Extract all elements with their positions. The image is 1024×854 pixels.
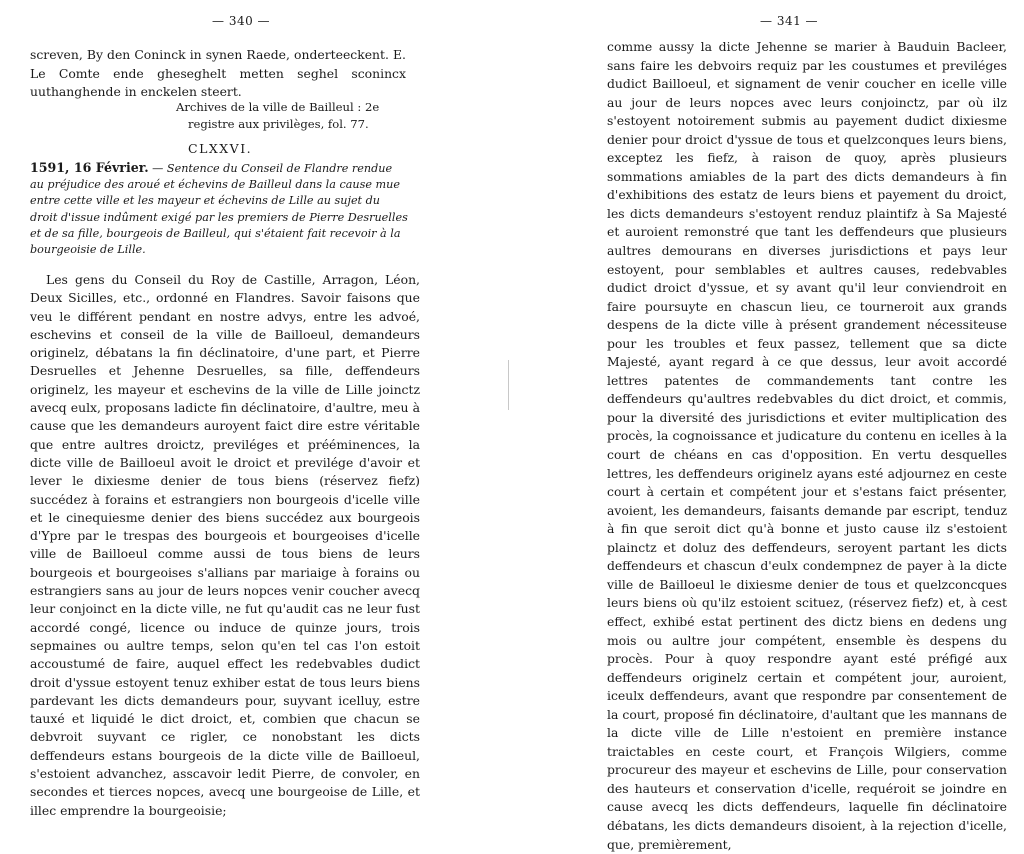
page-number-left: — 340 — xyxy=(212,14,271,28)
summary-text: — Sentence du Conseil de Flandre rendue au préjudice des aroué et échevins de Bailleul dans la cause mue entre cette ville et les mayeur et échevins de Lille au sujet du droit d'issue indûment exigé par les premiers de Pierre Desruelles et de sa fille, bourgeois de Bailleul, qui s'étaient fait recevoir à la bourgeoisie de Lille. xyxy=(30,162,408,257)
page-number-right: — 341 — xyxy=(760,14,819,28)
archive-line-1: Archives de la ville de Bailleul : 2e xyxy=(176,100,380,114)
document-number: CLXXVI. xyxy=(188,141,253,156)
body-paragraph: comme aussy la dicte Jehenne se marier à Bauduin Bacleer, sans faire les debvoirs requiz par les coustumes et previléges dudict Bailloeul, et signament de venir coucher en icelle ville au jour de leurs nopces avec leurs conjoinctz, par où ilz s'estoyent notoirement submis au payement dudict dixiesme denier pour droict d'yssue de tous et quelzconques leurs biens, exceptez les fiefz, à raison de quoy, après plusieurs sommations amiables de la part des dicts demandeurs à fin d'exhibitions des estatz de leurs biens et payement du droict, les dicts demandeurs s'estoyent renduz plaintifz à Sa Majesté et auroient remonstré que tant les deffendeurs que plusieurs aultres demourans en diverses jurisdictions et pays leur estoyent, pour semblables et aultres causes, redebvables dudict droict d'yssue, et sy avant qu'il leur conviendroit en faire poursuyte en chascun lieu, ce tourneroit aux grands despens de la dicte ville à présent grandement nécessiteuse pour les troubles et feux passez, tellement que sa dicte Majesté, ayant regard à ce que dessus, leur avoit accordé lettres patentes de commandements tant contre les deffendeurs qu'aultres redebvables du dict droict, et commis, pour la diversité des jurisdictions et eviter multiplication des procès, la cognoissance et judicature du contenu en icelles à la court de chéans en cas d'opposition. En vertu desquelles lettres, les deffendeurs originelz ayans esté adjournez en ceste court à certain et compétent jour et s'estans faict présenter, avoient, les demandeurs, faisants demande par escript, tenduz à fin que seroit dict qu'à bonne et justo cause ilz s'estoient plainctz et doluz des deffendeurs, seroyent partant les dicts deffendeurs et chascun d'eulx condempnez de payer à la dicte ville de Bailloeul le dixiesme denier de tous et quelzconcques leurs biens où qu'ilz estoient scituez, (réservez fiefz) et, à cest effect, exhibé estat pertinent des dictz biens en dedens ung mois ou aultre jour compétent, ensemble ès despens du procès. Pour à quoy respondre ayant esté préfigé aux deffendeurs originelz certain et compétent jour, auroient, iceulx deffendeurs, avant que respondre par consentement de la court, proposé fin déclinatoire, d'aultant que les mannans de la dicte ville de Lille n'estoient en première instance traictables en ceste court, et François Wilgiers, comme procureur des mayeur et eschevins de Lille, pour conservation des hauteurs et conservation d'icelle, requéroit se joindre en cause avecq les dicts deffendeurs, laquelle fin déclinatoire débatans, les dicts demandeurs disoient, à la rejection d'icelle, que, premièrement, xyxy=(607,39,1007,852)
body-text-left xyxy=(30,271,420,820)
body-paragraph: Les gens du Conseil du Roy de Castille, Arragon, Léon, Deux Sicilles, etc., ordonné en Flandres. Savoir faisons que veu le différent pendant en nostre advys, entre les advoé, eschevins et conseil de la ville de Bailloeul, demandeurs originelz, débatans la fin déclinatoire, d'une part, et Pierre Desruelles et Jehenne Desruelles, sa fille, deffendeurs originelz, les mayeur et eschevins de la ville de Lille joinctz avecq eulx, proposans ladicte fin déclinatoire, d'aultre, meu à cause que les demandeurs auroyent faict dire estre véritable que entre aultres droictz, previléges et prééminences, la dicte ville de Bailloeul avoit le droict et previlége d'avoir et lever le dixiesme denier de tous biens (réservez fiefz) succédez à forains et estrangiers non bourgeois d'icelle ville et le cinequiesme denier des biens succédez aux bourgeois d'Ypre par le trespas des bourgeois et bourgeoises d'icelle ville de Bailloeul comme aussi de tous biens de leurs bourgeois et bourgeoises s'allians par mariaige à forains ou estrangiers sans au jour de leurs nopces venir coucher avecq leur conjoinct en la dicte ville, ne fut qu'audit cas ne leur fust accordé congé, licence ou induce de quinze jours, trois sepmaines ou aultre temps, selon qu'en tel cas l'on estoit accoustumé de faire, auquel effect les redebvables dudict droit d'yssue estoyent tenuz exhiber estat de tous leurs biens pardevant les dicts demandeurs pour, suyvant icelluy, estre tauxé et liquidé le dict droict, et, combien que chacun se debvroit suyvant ce rigler, ce nonobstant les dicts deffendeurs estans bourgeois de la dicte ville de Bailloeul, s'estoient advanchez, asscavoir ledit Pierre, de convoler, en secondes et tierces nopces, avecq une bourgeoise de Lille, et illec emprendre la bourgeoisie; xyxy=(30,272,420,818)
document-summary xyxy=(30,160,408,258)
continuation-text: screven, By den Coninck in synen Raede, onderteeckent. E. Le Comte ende gheseghelt metten seghel sconincx uuthanghende in enckelen steert. xyxy=(30,47,406,99)
archive-line-2: registre aux privilèges, fol. 77. xyxy=(188,117,369,131)
archive-reference xyxy=(176,99,406,133)
summary-date: 1591, 16 Février. xyxy=(30,160,149,175)
right-page xyxy=(512,0,1024,852)
left-page xyxy=(0,0,510,818)
body-text-right xyxy=(607,38,1007,854)
